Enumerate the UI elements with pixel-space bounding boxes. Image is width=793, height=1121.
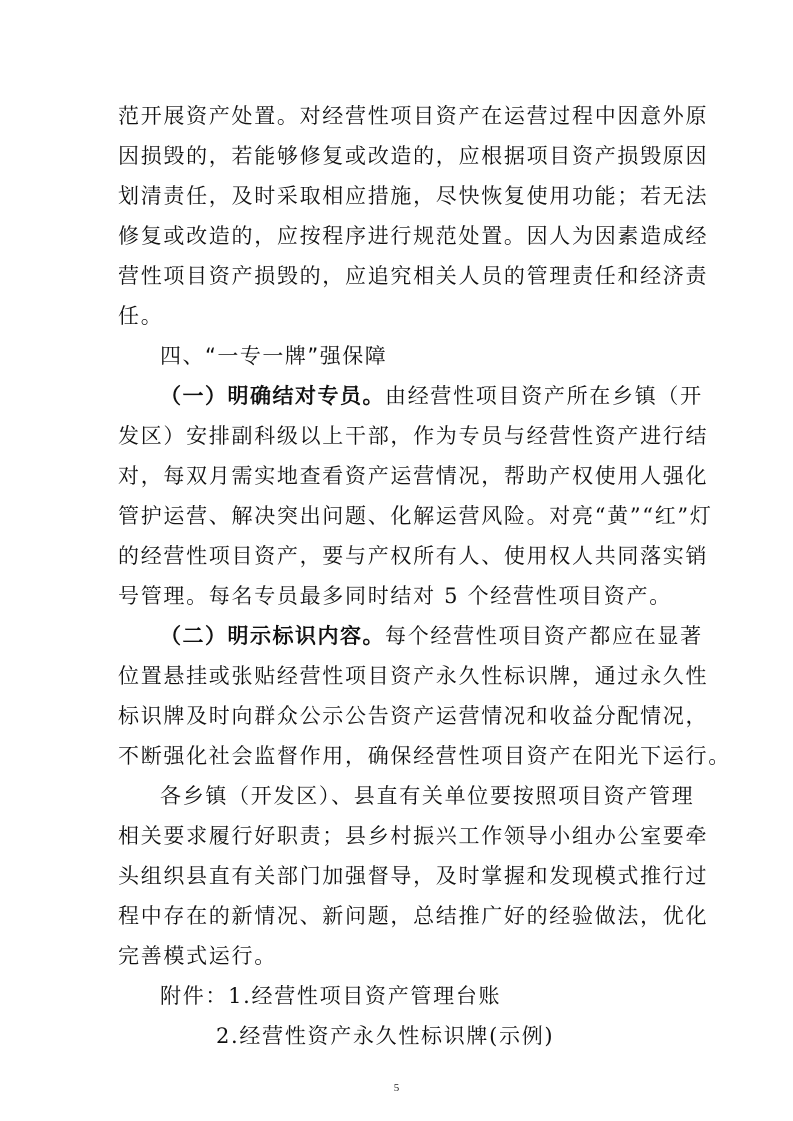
paragraph-line: 相关要求履行好职责；县乡村振兴工作领导小组办公室要牵 xyxy=(118,824,709,848)
item-2-title: （二）明示标识内容。 xyxy=(160,624,385,648)
section-heading: 四、“一专一牌”强保障 xyxy=(160,344,388,368)
attachment-line-1: 附件：1.经营性项目资产管理台账 xyxy=(160,984,502,1008)
paragraph-line: 管护运营、解决突出问题、化解运营风险。对亮“黄”“红”灯 xyxy=(118,504,713,528)
paragraph-line: 修复或改造的，应按程序进行规范处置。因人为因素造成经 xyxy=(118,224,709,248)
item-1-title: （一）明确结对专员。 xyxy=(160,384,385,408)
paragraph-line: 位置悬挂或张贴经营性项目资产永久性标识牌，通过永久性 xyxy=(118,664,709,688)
page-number: 5 xyxy=(393,1082,400,1094)
paragraph-line: 营性项目资产损毁的，应追究相关人员的管理责任和经济责 xyxy=(118,264,709,288)
item-1-first-line xyxy=(160,376,740,416)
paragraph-line: 各乡镇（开发区）、县直有关单位要按照项目资产管理 xyxy=(160,784,695,808)
paragraph-line: 不断强化社会监督作用，确保经营性项目资产在阳光下运行。 xyxy=(118,744,731,768)
item-2-first-line xyxy=(160,616,740,656)
paragraph-line: 范开展资产处置。对经营性项目资产在运营过程中因意外原 xyxy=(118,104,709,128)
paragraph-line: 对，每双月需实地查看资产运营情况，帮助产权使用人强化 xyxy=(118,464,709,488)
item-2-text: 每个经营性项目资产都应在显著 xyxy=(385,624,703,648)
paragraph-line: 因损毁的，若能够修复或改造的，应根据项目资产损毁原因 xyxy=(118,144,709,168)
paragraph-line: 程中存在的新情况、新问题，总结推广好的经验做法，优化 xyxy=(118,904,709,928)
paragraph-line: 任。 xyxy=(118,304,164,328)
paragraph-line: 头组织县直有关部门加强督导，及时掌握和发现模式推行过 xyxy=(118,864,709,888)
paragraph-line: 标识牌及时向群众公示公告资产运营情况和收益分配情况， xyxy=(118,704,709,728)
item-1-text: 由经营性项目资产所在乡镇（开 xyxy=(385,384,703,408)
paragraph-line: 完善模式运行。 xyxy=(118,944,277,968)
paragraph-line: 的经营性项目资产，要与产权所有人、使用权人共同落实销 xyxy=(118,544,709,568)
attachment-line-2: 2.经营性资产永久性标识牌(示例) xyxy=(216,1024,555,1048)
paragraph-line: 划清责任，及时采取相应措施，尽快恢复使用功能；若无法 xyxy=(118,184,709,208)
paragraph-line: 发区）安排副科级以上干部，作为专员与经营性资产进行结 xyxy=(118,424,709,448)
paragraph-line: 号管理。每名专员最多同时结对 5 个经营性项目资产。 xyxy=(118,584,672,608)
